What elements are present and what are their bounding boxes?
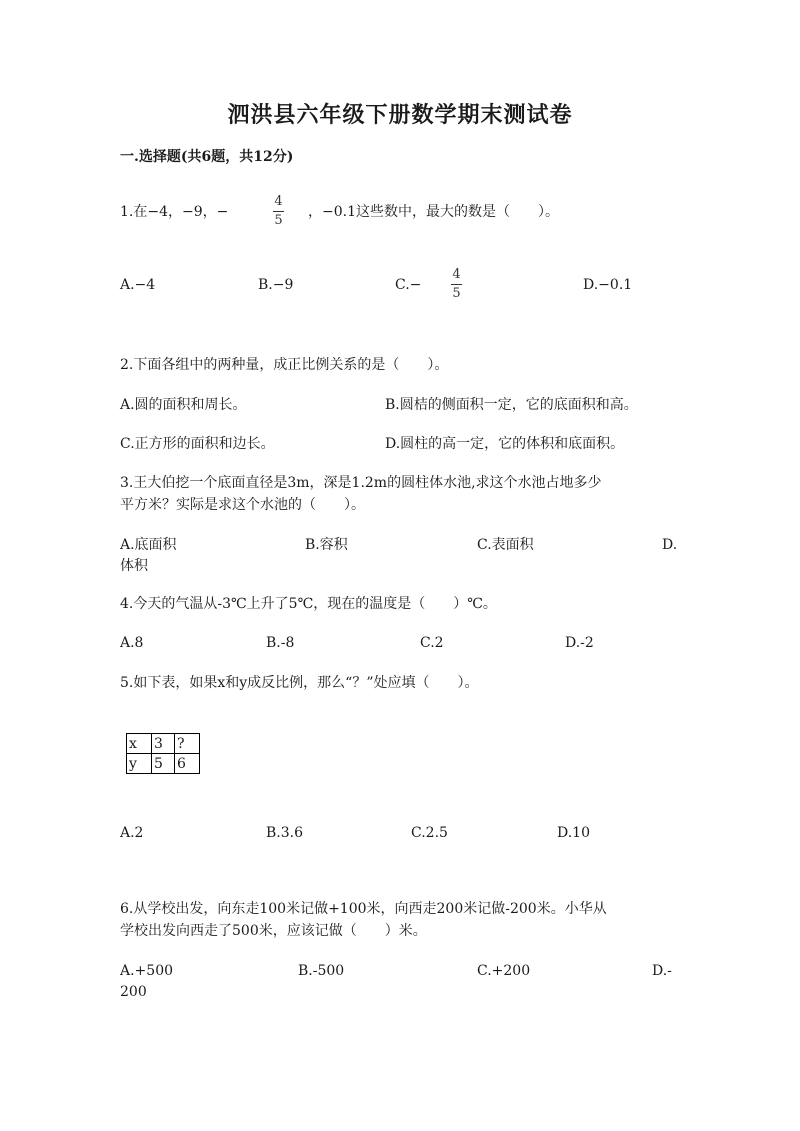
q1-option-b: B.−9 <box>258 277 294 293</box>
q4-option-c: C.2 <box>420 635 444 651</box>
q2-option-c: C.正方形的面积和边长。 <box>120 436 275 452</box>
q6-option-d: D.- <box>652 963 672 979</box>
q1-fraction <box>273 195 284 228</box>
q1-stem-start: 1.在−4，−9，− <box>120 204 229 220</box>
q1-fraction-denominator: 5 <box>274 213 283 228</box>
q3-stem-line2: 平方米？实际是求这个水池的（ ）。 <box>120 497 365 513</box>
q2-option-b: B.圆桔的侧面积一定，它的底面积和高。 <box>385 397 638 413</box>
q6-option-c: C.+200 <box>477 963 531 979</box>
table-cell: x <box>127 734 152 754</box>
page-title: 泗洪县六年级下册数学期末测试卷 <box>227 102 573 128</box>
xy-table <box>126 733 200 774</box>
table-cell: 5 <box>152 754 175 774</box>
q3-option-b: B.容积 <box>305 537 348 553</box>
q1-option-a: A.−4 <box>120 277 156 293</box>
q3-stem-line1: 3.王大伯挖一个底面直径是3m，深是1.2m的圆柱体水池,求这个水池占地多少 <box>120 475 602 491</box>
q4-option-d: D.-2 <box>565 635 594 651</box>
q3-option-c: C.表面积 <box>477 537 534 553</box>
q4-option-b: B.-8 <box>266 635 295 651</box>
table-cell: 6 <box>175 754 200 774</box>
table-row <box>127 754 200 774</box>
q5-option-a: A.2 <box>120 825 144 841</box>
section-heading: 一.选择题(共6题，共12分) <box>120 149 294 165</box>
q5-stem: 5.如下表，如果x和y成反比例，那么“？”处应填（ ）。 <box>120 675 479 691</box>
q4-stem: 4.今天的气温从-3℃上升了5℃，现在的温度是（ ）℃。 <box>120 596 497 612</box>
q1-stem-end: ，−0.1这些数中，最大的数是（ ）。 <box>308 204 559 220</box>
q1-option-c-denominator: 5 <box>452 286 461 301</box>
q1-option-c-fraction <box>451 268 462 301</box>
q3-option-d: D. <box>662 537 678 553</box>
q3-option-a: A.底面积 <box>120 537 177 553</box>
table-cell: 3 <box>152 734 175 754</box>
q6-stem-line1: 6.从学校出发，向东走100米记做+100米，向西走200米记做-200米。小华从 <box>120 901 607 917</box>
q6-option-a: A.+500 <box>120 963 174 979</box>
q6-stem-line2: 学校出发向西走了500米，应该记做（ ）米。 <box>120 923 427 939</box>
q2-option-a: A.圆的面积和周长。 <box>120 397 247 413</box>
q6-option-b: B.-500 <box>298 963 345 979</box>
q1-option-c-numerator: 4 <box>452 267 461 282</box>
q6-option-d-wrap: 200 <box>120 984 147 1000</box>
q1-option-d: D.−0.1 <box>583 277 633 293</box>
table-cell: y <box>127 754 152 774</box>
q1-fraction-numerator: 4 <box>274 194 283 209</box>
q5-option-b: B.3.6 <box>266 825 304 841</box>
q5-option-d: D.10 <box>557 825 590 841</box>
q4-option-a: A.8 <box>120 635 144 651</box>
q2-option-d: D.圆柱的高一定，它的体积和底面积。 <box>385 436 625 452</box>
q2-stem: 2.下面各组中的两种量，成正比例关系的是（ ）。 <box>120 357 449 373</box>
q1-option-c: C.− <box>395 277 422 293</box>
q3-option-d-wrap: 体积 <box>120 558 148 574</box>
fraction-bar <box>273 211 284 212</box>
fraction-bar <box>451 284 462 285</box>
q5-option-c: C.2.5 <box>411 825 448 841</box>
table-cell: ? <box>175 734 200 754</box>
table-row <box>127 734 200 754</box>
